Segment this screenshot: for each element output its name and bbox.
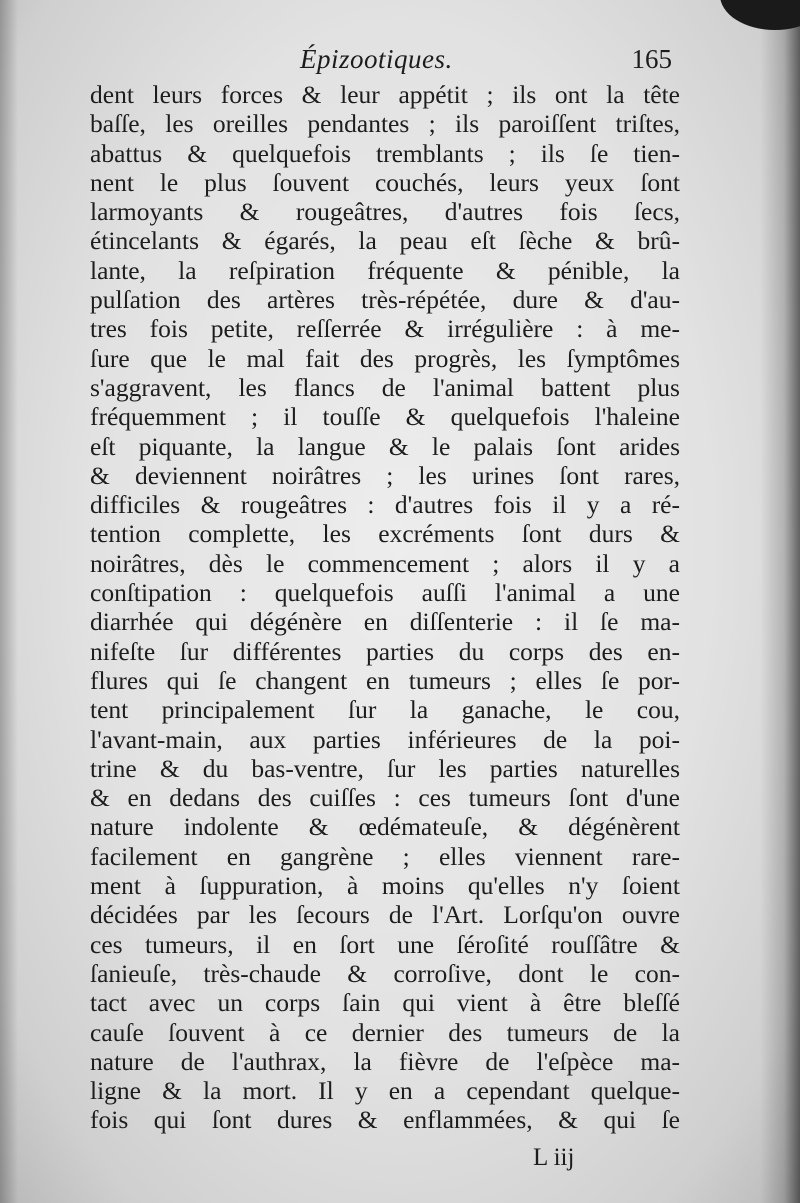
text-line: flures qui ſe changent en tumeurs ; elles ſe por-: [90, 665, 680, 695]
text-line: ces tumeurs, il en ſort une ſéroſité rouſſâtre &: [90, 929, 680, 959]
text-line: fréquemment ; il touſſe & quelquefois l'haleine: [90, 402, 680, 432]
text-line: & deviennent noirâtres ; les urines ſont rares,: [90, 460, 680, 490]
text-line: étincelants & égarés, la peau eſt ſèche & brû-: [90, 226, 680, 256]
text-line: dent leurs forces & leur appétit ; ils ont la tête: [90, 80, 680, 109]
body-text: [90, 80, 680, 1135]
text-line: larmoyants & rougeâtres, d'autres fois ſecs,: [90, 197, 680, 227]
text-line: pulſation des artères très-répétée, dure & d'au-: [90, 285, 680, 315]
text-line: trine & du bas-ventre, ſur les parties naturelles: [90, 753, 680, 783]
text-line: eſt piquante, la langue & le palais ſont arides: [90, 431, 680, 461]
text-line: fois qui ſont dures & enflammées, & qui ſe: [90, 1105, 680, 1135]
text-line: ſure que le mal fait des progrès, les ſymptômes: [90, 343, 680, 373]
running-title: Épizootiques.: [300, 44, 453, 74]
text-line: nifeſte ſur différentes parties du corps des en-: [90, 636, 680, 666]
page-number: 165: [631, 44, 672, 74]
text-line: ment à ſuppuration, à moins qu'elles n'y ſoient: [90, 871, 680, 901]
text-line: noirâtres, dès le commencement ; alors il y a: [90, 548, 680, 578]
text-line: tent principalement ſur la ganache, le cou,: [90, 695, 680, 725]
text-line: nature de l'authrax, la fièvre de l'eſpèce ma-: [90, 1046, 680, 1076]
text-line: l'avant-main, aux parties inférieures de la poi-: [90, 724, 680, 754]
text-line: conſtipation : quelquefois auſſi l'animal a une: [90, 578, 680, 608]
text-line: cauſe ſouvent à ce dernier des tumeurs de la: [90, 1017, 680, 1047]
text-line: nature indolente & œdémateuſe, & dégénèrent: [90, 812, 680, 842]
text-line: ligne & la mort. Il y en a cependant quelque-: [90, 1076, 680, 1106]
signature-mark: L iij: [533, 1144, 575, 1171]
text-line: tention complette, les excréments ſont durs &: [90, 519, 680, 549]
running-head: [90, 44, 680, 82]
text-line: & en dedans des cuiſſes : ces tumeurs ſont d'une: [90, 783, 680, 813]
text-line: ſanieuſe, très-chaude & corroſive, dont le con-: [90, 958, 680, 988]
text-line: tact avec un corps ſain qui vient à être bleſſé: [90, 988, 680, 1018]
text-line: facilement en gangrène ; elles viennent rare-: [90, 841, 680, 871]
text-line: baſſe, les oreilles pendantes ; ils paroiſſent triſtes,: [90, 109, 680, 139]
text-line: difficiles & rougeâtres : d'autres fois il y a ré-: [90, 490, 680, 520]
text-line: abattus & quelquefois tremblants ; ils ſe tien-: [90, 138, 680, 168]
text-line: s'aggravent, les flancs de l'animal battent plus: [90, 372, 680, 402]
text-line: tres fois petite, reſſerrée & irrégulière : à me-: [90, 314, 680, 344]
text-line: nent le plus ſouvent couchés, leurs yeux ſont: [90, 167, 680, 197]
text-line: lante, la reſpiration fréquente & pénible, la: [90, 255, 680, 285]
text-line: diarrhée qui dégénère en diſſenterie : il ſe ma-: [90, 607, 680, 637]
page-corner-shadow: [720, 0, 800, 30]
text-line: décidées par les ſecours de l'Art. Lorſqu'on ouvre: [90, 900, 680, 930]
